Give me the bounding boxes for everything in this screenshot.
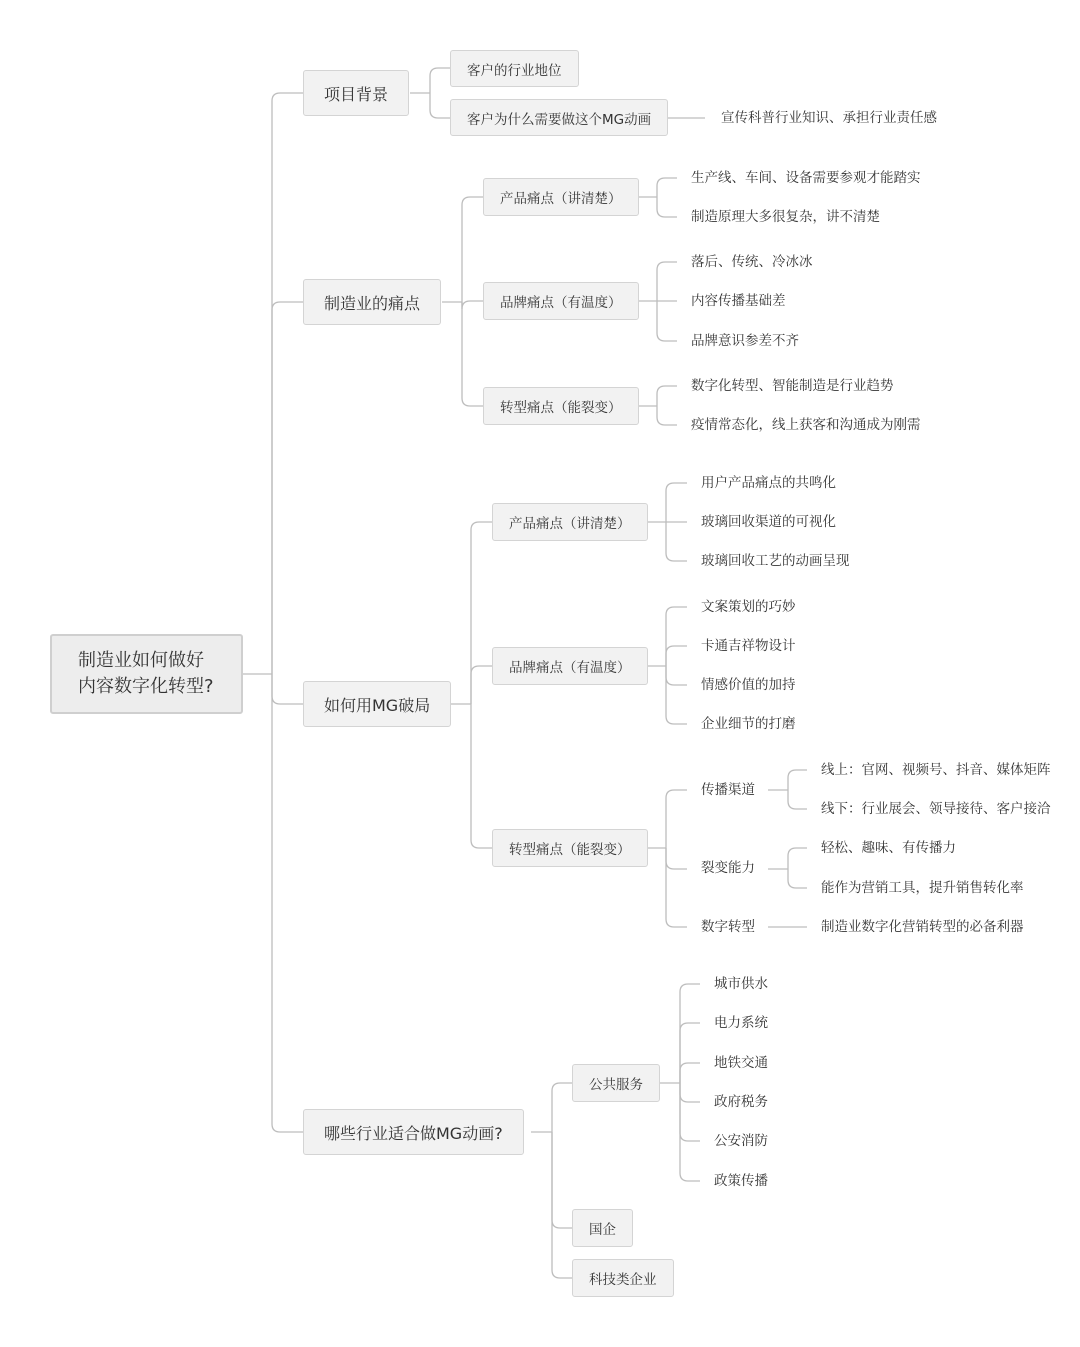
connector-line (666, 483, 687, 522)
connector-line (680, 984, 700, 1083)
topic-fission[interactable]: 裂变能力 (701, 860, 755, 876)
leaf-item[interactable]: 政策传播 (714, 1173, 768, 1189)
leaf-item[interactable]: 公安消防 (714, 1133, 768, 1149)
connector-line (788, 869, 807, 888)
connector-line (666, 607, 687, 666)
subtopic-brand-pain[interactable] (483, 282, 639, 320)
connector-line (657, 178, 677, 197)
subtopic-label: 客户的行业地位 (467, 62, 562, 79)
connector-line (666, 848, 687, 869)
leaf-item[interactable]: 情感价值的加持 (701, 677, 796, 693)
connector-line (657, 301, 677, 341)
leaf-item[interactable]: 地铁交通 (714, 1055, 768, 1071)
leaf-item[interactable]: 内容传播基础差 (691, 293, 786, 309)
connector-line (272, 674, 303, 1132)
topic-label: 哪些行业适合做MG动画? (324, 1123, 503, 1143)
connector-line (666, 848, 687, 927)
subtopic-label: 科技类企业 (589, 1272, 657, 1288)
leaf-item[interactable]: 轻松、趣味、有传播力 (821, 840, 956, 856)
subtopic-public-service[interactable] (572, 1064, 660, 1102)
leaf-item[interactable]: 玻璃回收渠道的可视化 (701, 514, 836, 530)
topic-suitable-industries[interactable] (303, 1109, 524, 1155)
leaf-item[interactable]: 用户产品痛点的共鸣化 (701, 475, 836, 491)
connector-line (430, 68, 450, 93)
subtopic-label: 产品痛点（讲清楚） (500, 191, 622, 207)
subtopic-label: 产品痛点（讲清楚） (509, 516, 631, 532)
subtopic-product-pain[interactable] (492, 503, 648, 541)
subtopic-client-need[interactable] (450, 99, 668, 136)
leaf-item[interactable]: 线上：官网、视频号、抖音、媒体矩阵 (821, 762, 1051, 778)
connector-line (788, 848, 807, 869)
connector-line (666, 646, 687, 666)
connector-line (666, 666, 687, 724)
connector-line (462, 197, 483, 302)
connector-line (471, 522, 492, 704)
connector-line (666, 666, 687, 685)
connector-line (666, 522, 687, 561)
leaf-item[interactable]: 宣传科普行业知识、承担行业责任感 (721, 110, 937, 126)
leaf-item[interactable]: 企业细节的打磨 (701, 716, 796, 732)
topic-channel[interactable]: 传播渠道 (701, 782, 755, 798)
subtopic-brand-pain[interactable] (492, 647, 648, 685)
connector-line (680, 1083, 700, 1181)
subtopic-soe[interactable] (572, 1209, 633, 1247)
subtopic-label: 转型痛点（能裂变） (509, 842, 631, 858)
leaf-item[interactable]: 制造业数字化营销转型的必备利器 (821, 919, 1024, 935)
subtopic-client-position[interactable] (450, 50, 579, 87)
connector-line (657, 262, 677, 301)
connector-line (462, 301, 483, 309)
connector-line (272, 93, 303, 674)
subtopic-label: 国企 (589, 1222, 616, 1238)
subtopic-transform-pain[interactable] (492, 829, 648, 867)
topic-project-background[interactable] (303, 70, 409, 116)
connector-line (680, 1083, 700, 1102)
root-title-line1: 制造业如何做好 (78, 650, 204, 671)
topic-digital[interactable]: 数字转型 (701, 919, 755, 935)
leaf-item[interactable]: 卡通吉祥物设计 (701, 638, 796, 654)
topic-manufacturing-pain[interactable] (303, 279, 441, 325)
connector-line (272, 674, 303, 704)
topic-label: 制造业的痛点 (324, 293, 421, 313)
connector-line (680, 1083, 700, 1141)
subtopic-product-pain[interactable] (483, 178, 639, 216)
connector-line (788, 770, 807, 790)
leaf-item[interactable]: 数字化转型、智能制造是行业趋势 (691, 378, 894, 394)
connector-line (657, 406, 677, 425)
subtopic-tech-companies[interactable] (572, 1259, 674, 1297)
leaf-item[interactable]: 能作为营销工具，提升销售转化率 (821, 880, 1024, 896)
connector-line (680, 1063, 700, 1083)
subtopic-label: 品牌痛点（有温度） (500, 295, 622, 311)
connector-line (552, 1132, 572, 1228)
leaf-item[interactable]: 生产线、车间、设备需要参观才能踏实 (691, 170, 921, 186)
connector-line (462, 302, 483, 406)
topic-label: 如何用MG破局 (324, 695, 431, 715)
leaf-item[interactable]: 线下：行业展会、领导接待、客户接洽 (821, 801, 1051, 817)
subtopic-label: 客户为什么需要做这个MG动画 (467, 111, 652, 128)
leaf-item[interactable]: 制造原理大多很复杂，讲不清楚 (691, 209, 880, 225)
connector-line (471, 704, 492, 848)
subtopic-label: 品牌痛点（有温度） (509, 660, 631, 676)
leaf-item[interactable]: 政府税务 (714, 1094, 768, 1110)
subtopic-transform-pain[interactable] (483, 387, 639, 425)
connector-line (552, 1132, 572, 1278)
topic-label: 项目背景 (324, 84, 389, 104)
subtopic-label: 转型痛点（能裂变） (500, 400, 622, 416)
connector-line (680, 1023, 700, 1083)
connector-line (272, 302, 303, 674)
leaf-item[interactable]: 玻璃回收工艺的动画呈现 (701, 553, 850, 569)
leaf-item[interactable]: 落后、传统、冷冰冰 (691, 254, 813, 270)
leaf-item[interactable]: 电力系统 (714, 1015, 768, 1031)
connector-line (471, 666, 492, 704)
leaf-item[interactable]: 品牌意识参差不齐 (691, 333, 799, 349)
topic-mg-solution[interactable] (303, 681, 451, 727)
leaf-item[interactable]: 城市供水 (714, 976, 768, 992)
leaf-item[interactable]: 文案策划的巧妙 (701, 599, 796, 615)
root-title-line2: 内容数字化转型? (78, 676, 214, 697)
root-topic[interactable] (50, 634, 243, 714)
connector-line (430, 93, 450, 118)
connector-line (666, 790, 687, 848)
connector-line (552, 1083, 572, 1132)
connector-line (657, 386, 677, 406)
connector-line (788, 790, 807, 809)
connector-line (657, 197, 677, 217)
root-topic-text (78, 648, 214, 700)
subtopic-label: 公共服务 (589, 1077, 643, 1093)
leaf-item[interactable]: 疫情常态化，线上获客和沟通成为刚需 (691, 417, 921, 433)
